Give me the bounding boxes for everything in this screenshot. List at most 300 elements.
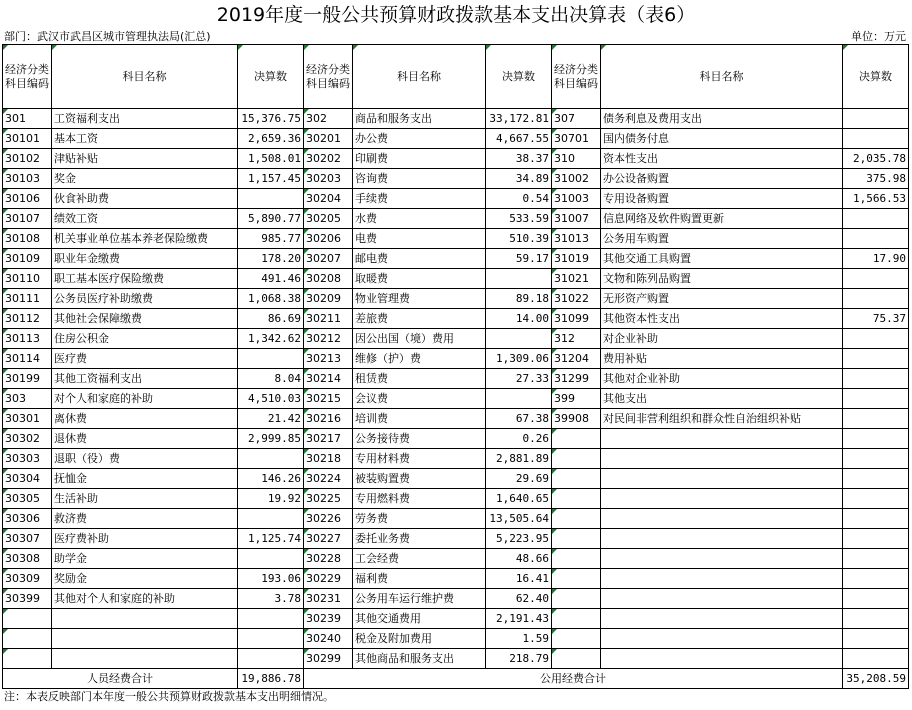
code-cell-1 — [3, 649, 52, 669]
name-cell-3: 办公设备购置 — [601, 169, 843, 189]
code-cell-1: 30108 — [3, 229, 52, 249]
amount-cell-1 — [238, 649, 304, 669]
amount-cell-2: 1,640.65 — [486, 489, 552, 509]
name-cell-1: 其他工资福利支出 — [52, 369, 238, 389]
code-cell-2: 30229 — [304, 569, 353, 589]
amount-cell-1: 5,890.77 — [238, 209, 304, 229]
name-cell-2: 因公出国（境）费用 — [353, 329, 486, 349]
amount-cell-2: 5,223.95 — [486, 529, 552, 549]
amount-cell-3 — [843, 389, 909, 409]
code-cell-1: 30303 — [3, 449, 52, 469]
name-cell-2: 印刷费 — [353, 149, 486, 169]
amount-cell-1: 193.06 — [238, 569, 304, 589]
code-cell-3: 31003 — [552, 189, 601, 209]
name-cell-3: 国内债务付息 — [601, 129, 843, 149]
code-cell-1: 303 — [3, 389, 52, 409]
amount-cell-2: 27.33 — [486, 369, 552, 389]
name-cell-1 — [52, 649, 238, 669]
code-cell-3: 31099 — [552, 309, 601, 329]
amount-cell-2: 13,505.64 — [486, 509, 552, 529]
code-cell-3: 31022 — [552, 289, 601, 309]
amount-cell-1: 2,999.85 — [238, 429, 304, 449]
name-cell-1 — [52, 629, 238, 649]
table-row — [3, 349, 909, 369]
name-cell-3: 专用设备购置 — [601, 189, 843, 209]
header-code-2: 经济分类科目编码 — [304, 45, 353, 109]
code-cell-3: 31019 — [552, 249, 601, 269]
code-cell-1: 30306 — [3, 509, 52, 529]
name-cell-1: 伙食补助费 — [52, 189, 238, 209]
header-amount-1: 决算数 — [238, 45, 304, 109]
name-cell-3: 其他支出 — [601, 389, 843, 409]
amount-cell-1 — [238, 349, 304, 369]
header-name-1: 科目名称 — [52, 45, 238, 109]
amount-cell-3 — [843, 549, 909, 569]
name-cell-2: 劳务费 — [353, 509, 486, 529]
amount-cell-1: 146.26 — [238, 469, 304, 489]
name-cell-1: 对个人和家庭的补助 — [52, 389, 238, 409]
name-cell-2: 专用材料费 — [353, 449, 486, 469]
name-cell-3: 文物和陈列品购置 — [601, 269, 843, 289]
header-row — [3, 45, 909, 109]
name-cell-2: 会议费 — [353, 389, 486, 409]
name-cell-2: 咨询费 — [353, 169, 486, 189]
name-cell-2: 公务接待费 — [353, 429, 486, 449]
amount-cell-3: 17.90 — [843, 249, 909, 269]
code-cell-2: 30205 — [304, 209, 353, 229]
name-cell-1: 工资福利支出 — [52, 109, 238, 129]
code-cell-1: 30305 — [3, 489, 52, 509]
code-cell-3 — [552, 509, 601, 529]
amount-cell-1 — [238, 449, 304, 469]
code-cell-1: 30199 — [3, 369, 52, 389]
amount-cell-2: 14.00 — [486, 309, 552, 329]
header-amount-2: 决算数 — [486, 45, 552, 109]
amount-cell-3 — [843, 469, 909, 489]
code-cell-1: 30109 — [3, 249, 52, 269]
table-row — [3, 129, 909, 149]
amount-cell-2: 2,881.89 — [486, 449, 552, 469]
code-cell-1: 30301 — [3, 409, 52, 429]
code-cell-2: 30216 — [304, 409, 353, 429]
amount-cell-3 — [843, 429, 909, 449]
public-total-value: 35,208.59 — [843, 669, 909, 689]
amount-cell-1: 1,125.74 — [238, 529, 304, 549]
name-cell-1: 职工基本医疗保险缴费 — [52, 269, 238, 289]
name-cell-1: 奖金 — [52, 169, 238, 189]
code-cell-1 — [3, 609, 52, 629]
amount-cell-2: 1,309.06 — [486, 349, 552, 369]
code-cell-2: 30218 — [304, 449, 353, 469]
code-cell-2: 30214 — [304, 369, 353, 389]
name-cell-1: 机关事业单位基本养老保险缴费 — [52, 229, 238, 249]
table-row — [3, 209, 909, 229]
table-row — [3, 109, 909, 129]
amount-cell-3 — [843, 329, 909, 349]
code-cell-2: 30215 — [304, 389, 353, 409]
department-label: 部门：武汉市武昌区城市管理执法局(汇总) — [4, 30, 211, 43]
code-cell-2: 30203 — [304, 169, 353, 189]
amount-cell-1: 19.92 — [238, 489, 304, 509]
name-cell-1: 其他社会保障缴费 — [52, 309, 238, 329]
code-cell-2: 302 — [304, 109, 353, 129]
public-total-label: 公用经费合计 — [304, 669, 843, 689]
name-cell-3 — [601, 529, 843, 549]
name-cell-3 — [601, 609, 843, 629]
amount-cell-3 — [843, 569, 909, 589]
code-cell-1: 30302 — [3, 429, 52, 449]
code-cell-3: 399 — [552, 389, 601, 409]
name-cell-3: 其他资本性支出 — [601, 309, 843, 329]
name-cell-3 — [601, 449, 843, 469]
name-cell-1: 住房公积金 — [52, 329, 238, 349]
amount-cell-3 — [843, 129, 909, 149]
table-row — [3, 369, 909, 389]
code-cell-1: 30112 — [3, 309, 52, 329]
name-cell-3: 对企业补助 — [601, 329, 843, 349]
amount-cell-2 — [486, 269, 552, 289]
name-cell-1: 退休费 — [52, 429, 238, 449]
name-cell-3: 债务利息及费用支出 — [601, 109, 843, 129]
code-cell-1: 30101 — [3, 129, 52, 149]
amount-cell-3 — [843, 349, 909, 369]
code-cell-2: 30239 — [304, 609, 353, 629]
code-cell-2: 30227 — [304, 529, 353, 549]
personnel-total-label: 人员经费合计 — [3, 669, 238, 689]
code-cell-1 — [3, 629, 52, 649]
code-cell-2: 30212 — [304, 329, 353, 349]
code-cell-3: 307 — [552, 109, 601, 129]
code-cell-3: 30701 — [552, 129, 601, 149]
amount-cell-2: 0.54 — [486, 189, 552, 209]
table-row — [3, 269, 909, 289]
table-row — [3, 429, 909, 449]
table-row — [3, 329, 909, 349]
amount-cell-1: 8.04 — [238, 369, 304, 389]
amount-cell-1 — [238, 509, 304, 529]
code-cell-1: 30399 — [3, 589, 52, 609]
name-cell-3: 无形资产购置 — [601, 289, 843, 309]
name-cell-2: 电费 — [353, 229, 486, 249]
name-cell-1: 抚恤金 — [52, 469, 238, 489]
table-row — [3, 169, 909, 189]
name-cell-1: 基本工资 — [52, 129, 238, 149]
amount-cell-2: 533.59 — [486, 209, 552, 229]
amount-cell-2 — [486, 389, 552, 409]
name-cell-1: 救济费 — [52, 509, 238, 529]
amount-cell-3 — [843, 369, 909, 389]
amount-cell-2: 218.79 — [486, 649, 552, 669]
amount-cell-3 — [843, 529, 909, 549]
amount-cell-3 — [843, 449, 909, 469]
name-cell-2: 租赁费 — [353, 369, 486, 389]
name-cell-2: 维修（护）费 — [353, 349, 486, 369]
amount-cell-2: 38.37 — [486, 149, 552, 169]
code-cell-2: 30209 — [304, 289, 353, 309]
name-cell-3: 资本性支出 — [601, 149, 843, 169]
code-cell-1: 30113 — [3, 329, 52, 349]
amount-cell-1: 4,510.03 — [238, 389, 304, 409]
name-cell-2: 办公费 — [353, 129, 486, 149]
amount-cell-1: 21.42 — [238, 409, 304, 429]
amount-cell-3: 375.98 — [843, 169, 909, 189]
name-cell-2: 其他商品和服务支出 — [353, 649, 486, 669]
amount-cell-3: 75.37 — [843, 309, 909, 329]
code-cell-1: 30309 — [3, 569, 52, 589]
name-cell-3 — [601, 629, 843, 649]
amount-cell-2: 33,172.81 — [486, 109, 552, 129]
code-cell-3: 310 — [552, 149, 601, 169]
personnel-total-value: 19,886.78 — [238, 669, 304, 689]
code-cell-1: 301 — [3, 109, 52, 129]
amount-cell-3 — [843, 289, 909, 309]
amount-cell-3 — [843, 509, 909, 529]
code-cell-3 — [552, 649, 601, 669]
name-cell-3 — [601, 549, 843, 569]
code-cell-2: 30202 — [304, 149, 353, 169]
table-row — [3, 249, 909, 269]
header-code-3: 经济分类科目编码 — [552, 45, 601, 109]
code-cell-2: 30226 — [304, 509, 353, 529]
amount-cell-2 — [486, 329, 552, 349]
name-cell-2: 被装购置费 — [353, 469, 486, 489]
table-row — [3, 509, 909, 529]
name-cell-3 — [601, 469, 843, 489]
table-row — [3, 549, 909, 569]
amount-cell-3 — [843, 589, 909, 609]
code-cell-1: 30106 — [3, 189, 52, 209]
table-row — [3, 589, 909, 609]
name-cell-1: 退职（役）费 — [52, 449, 238, 469]
unit-label: 单位：万元 — [851, 30, 906, 43]
code-cell-3 — [552, 549, 601, 569]
amount-cell-3 — [843, 209, 909, 229]
table-row — [3, 469, 909, 489]
code-cell-1: 30307 — [3, 529, 52, 549]
table-row — [3, 529, 909, 549]
code-cell-2: 30211 — [304, 309, 353, 329]
amount-cell-2: 67.38 — [486, 409, 552, 429]
code-cell-2: 30231 — [304, 589, 353, 609]
code-cell-1: 30308 — [3, 549, 52, 569]
amount-cell-1: 491.46 — [238, 269, 304, 289]
table-row — [3, 149, 909, 169]
name-cell-1: 离休费 — [52, 409, 238, 429]
code-cell-2: 30217 — [304, 429, 353, 449]
name-cell-3 — [601, 489, 843, 509]
table-row — [3, 449, 909, 469]
amount-cell-2: 34.89 — [486, 169, 552, 189]
code-cell-3: 31013 — [552, 229, 601, 249]
amount-cell-1: 86.69 — [238, 309, 304, 329]
name-cell-3: 对民间非营利组织和群众性自治组织补贴 — [601, 409, 843, 429]
name-cell-1: 医疗费 — [52, 349, 238, 369]
table-row — [3, 389, 909, 409]
name-cell-1: 医疗费补助 — [52, 529, 238, 549]
amount-cell-3 — [843, 649, 909, 669]
amount-cell-3 — [843, 489, 909, 509]
amount-cell-1: 15,376.75 — [238, 109, 304, 129]
name-cell-1: 其他对个人和家庭的补助 — [52, 589, 238, 609]
amount-cell-2: 89.18 — [486, 289, 552, 309]
name-cell-3 — [601, 569, 843, 589]
table-row — [3, 649, 909, 669]
code-cell-3: 312 — [552, 329, 601, 349]
table-row — [3, 309, 909, 329]
code-cell-3: 39908 — [552, 409, 601, 429]
header-code-1: 经济分类科目编码 — [3, 45, 52, 109]
footnote: 注：本表反映部门本年度一般公共预算财政拨款基本支出明细情况。 — [4, 690, 334, 703]
name-cell-1 — [52, 609, 238, 629]
code-cell-2: 30228 — [304, 549, 353, 569]
amount-cell-3 — [843, 269, 909, 289]
amount-cell-3: 1,566.53 — [843, 189, 909, 209]
amount-cell-1: 985.77 — [238, 229, 304, 249]
code-cell-3: 31007 — [552, 209, 601, 229]
code-cell-2: 30201 — [304, 129, 353, 149]
name-cell-1: 职业年金缴费 — [52, 249, 238, 269]
code-cell-3 — [552, 469, 601, 489]
code-cell-1: 30111 — [3, 289, 52, 309]
code-cell-1: 30103 — [3, 169, 52, 189]
name-cell-3: 费用补贴 — [601, 349, 843, 369]
table-row — [3, 489, 909, 509]
name-cell-3 — [601, 589, 843, 609]
amount-cell-1 — [238, 549, 304, 569]
name-cell-1: 助学金 — [52, 549, 238, 569]
name-cell-3: 信息网络及软件购置更新 — [601, 209, 843, 229]
code-cell-2: 30206 — [304, 229, 353, 249]
code-cell-1: 30102 — [3, 149, 52, 169]
amount-cell-3 — [843, 609, 909, 629]
code-cell-3 — [552, 449, 601, 469]
amount-cell-3: 2,035.78 — [843, 149, 909, 169]
table-row — [3, 609, 909, 629]
table-row — [3, 189, 909, 209]
name-cell-1: 生活补助 — [52, 489, 238, 509]
amount-cell-2: 0.26 — [486, 429, 552, 449]
name-cell-2: 水费 — [353, 209, 486, 229]
amount-cell-1 — [238, 629, 304, 649]
name-cell-1: 绩效工资 — [52, 209, 238, 229]
code-cell-3 — [552, 429, 601, 449]
code-cell-3 — [552, 529, 601, 549]
report-title: 2019年度一般公共预算财政拨款基本支出决算表（表6） — [216, 4, 696, 26]
code-cell-1: 30304 — [3, 469, 52, 489]
code-cell-2: 30299 — [304, 649, 353, 669]
code-cell-2: 30213 — [304, 349, 353, 369]
amount-cell-2: 2,191.43 — [486, 609, 552, 629]
name-cell-2: 其他交通费用 — [353, 609, 486, 629]
expenditure-table — [2, 44, 909, 689]
code-cell-1: 30114 — [3, 349, 52, 369]
code-cell-2: 30240 — [304, 629, 353, 649]
amount-cell-2: 59.17 — [486, 249, 552, 269]
amount-cell-1: 178.20 — [238, 249, 304, 269]
name-cell-2: 邮电费 — [353, 249, 486, 269]
name-cell-3: 其他交通工具购置 — [601, 249, 843, 269]
table-row — [3, 569, 909, 589]
code-cell-1: 30110 — [3, 269, 52, 289]
table-row — [3, 289, 909, 309]
name-cell-2: 商品和服务支出 — [353, 109, 486, 129]
name-cell-2: 差旅费 — [353, 309, 486, 329]
name-cell-2: 委托业务费 — [353, 529, 486, 549]
code-cell-2: 30225 — [304, 489, 353, 509]
header-name-3: 科目名称 — [601, 45, 843, 109]
totals-row — [3, 669, 909, 689]
name-cell-2: 取暖费 — [353, 269, 486, 289]
amount-cell-1 — [238, 189, 304, 209]
code-cell-3: 31021 — [552, 269, 601, 289]
code-cell-3 — [552, 589, 601, 609]
amount-cell-2: 29.69 — [486, 469, 552, 489]
name-cell-2: 专用燃料费 — [353, 489, 486, 509]
amount-cell-3 — [843, 409, 909, 429]
amount-cell-2: 48.66 — [486, 549, 552, 569]
amount-cell-3 — [843, 229, 909, 249]
code-cell-3: 31299 — [552, 369, 601, 389]
name-cell-2: 物业管理费 — [353, 289, 486, 309]
amount-cell-1 — [238, 609, 304, 629]
name-cell-3 — [601, 429, 843, 449]
header-name-2: 科目名称 — [353, 45, 486, 109]
name-cell-1: 奖励金 — [52, 569, 238, 589]
amount-cell-2: 510.39 — [486, 229, 552, 249]
name-cell-3 — [601, 509, 843, 529]
name-cell-3: 其他对企业补助 — [601, 369, 843, 389]
amount-cell-2: 16.41 — [486, 569, 552, 589]
code-cell-2: 30224 — [304, 469, 353, 489]
amount-cell-1: 3.78 — [238, 589, 304, 609]
code-cell-2: 30207 — [304, 249, 353, 269]
code-cell-2: 30204 — [304, 189, 353, 209]
table-row — [3, 629, 909, 649]
name-cell-2: 手续费 — [353, 189, 486, 209]
code-cell-3 — [552, 489, 601, 509]
code-cell-3 — [552, 629, 601, 649]
amount-cell-1: 1,342.62 — [238, 329, 304, 349]
code-cell-3: 31002 — [552, 169, 601, 189]
code-cell-1: 30107 — [3, 209, 52, 229]
name-cell-3: 公务用车购置 — [601, 229, 843, 249]
name-cell-2: 福利费 — [353, 569, 486, 589]
name-cell-2: 公务用车运行维护费 — [353, 589, 486, 609]
code-cell-3 — [552, 609, 601, 629]
amount-cell-1: 2,659.36 — [238, 129, 304, 149]
name-cell-2: 培训费 — [353, 409, 486, 429]
amount-cell-3 — [843, 629, 909, 649]
amount-cell-1: 1,068.38 — [238, 289, 304, 309]
name-cell-2: 税金及附加费用 — [353, 629, 486, 649]
code-cell-2: 30208 — [304, 269, 353, 289]
name-cell-2: 工会经费 — [353, 549, 486, 569]
amount-cell-2: 1.59 — [486, 629, 552, 649]
amount-cell-2: 62.40 — [486, 589, 552, 609]
amount-cell-3 — [843, 109, 909, 129]
amount-cell-1: 1,508.01 — [238, 149, 304, 169]
name-cell-1: 津贴补贴 — [52, 149, 238, 169]
name-cell-3 — [601, 649, 843, 669]
amount-cell-2: 4,667.55 — [486, 129, 552, 149]
header-amount-3: 决算数 — [843, 45, 909, 109]
table-row — [3, 229, 909, 249]
code-cell-3: 31204 — [552, 349, 601, 369]
table-row — [3, 409, 909, 429]
code-cell-3 — [552, 569, 601, 589]
name-cell-1: 公务员医疗补助缴费 — [52, 289, 238, 309]
amount-cell-1: 1,157.45 — [238, 169, 304, 189]
